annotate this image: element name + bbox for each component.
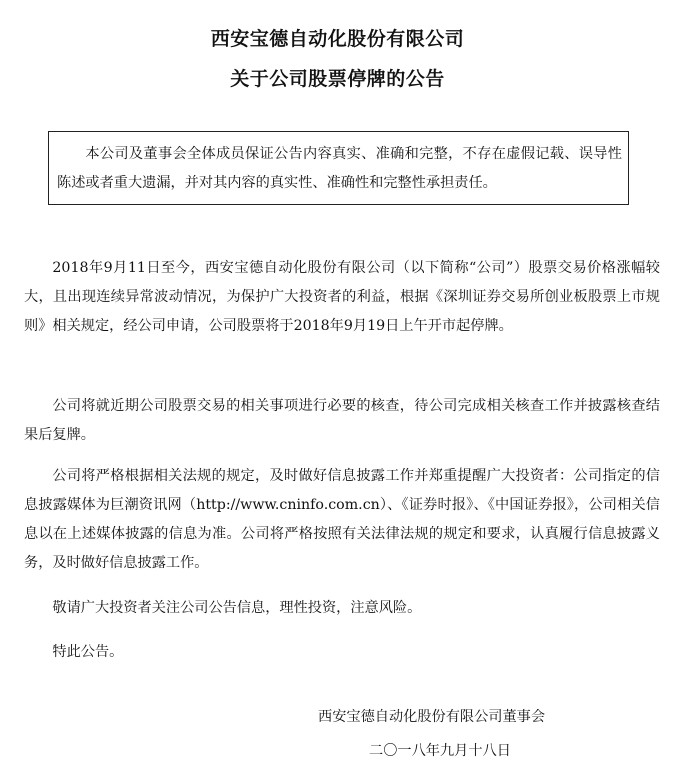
- paragraph-disclosure: 公司将严格根据相关法规的规定，及时做好信息披露工作并郑重提醒广大投资者：公司指定的信息披露媒体为巨潮资讯网（http://www.cninfo.com.cn）、《证券时报》、《中国证券报》，公司相关信息以在上述媒体披露的信息为准。公司将严格按照有关法律法规的规定和要求，认真履行信息披露义务，及时做好信息披露工作。: [24, 468, 660, 571]
- company-title: 西安宝德自动化股份有限公司: [210, 28, 465, 50]
- paragraph-risk-reminder: 敬请广大投资者关注公司公告信息，理性投资，注意风险。: [52, 600, 422, 616]
- announcement-title: 关于公司股票停牌的公告: [230, 68, 445, 90]
- disclaimer-box: [48, 131, 629, 205]
- paragraph-verification: 公司将就近期公司股票交易的相关事项进行必要的核查，待公司完成相关核查工作并披露核查结果后复牌。: [24, 398, 660, 443]
- paragraph-suspension: 2018年9月11日至今，西安宝德自动化股份有限公司（以下简称“公司”）股票交易价格涨幅较大，且出现连续异常波动情况，为保护广大投资者的利益，根据《深圳证券交易所创业板股票上市规则》相关规定，经公司申请，公司股票将于2018年9月19日上午开市起停牌。: [24, 260, 660, 334]
- paragraph-closing: 特此公告。: [52, 644, 124, 660]
- signature-company-text: 西安宝德自动化股份有限公司董事会: [318, 709, 546, 725]
- signature-date-text: 二〇一八年九月十八日: [369, 743, 511, 759]
- disclaimer-text: 本公司及董事会全体成员保证公告内容真实、准确和完整，不存在虚假记载、误导性陈述或者重大遗漏，并对其内容的真实性、准确性和完整性承担责任。: [57, 146, 622, 191]
